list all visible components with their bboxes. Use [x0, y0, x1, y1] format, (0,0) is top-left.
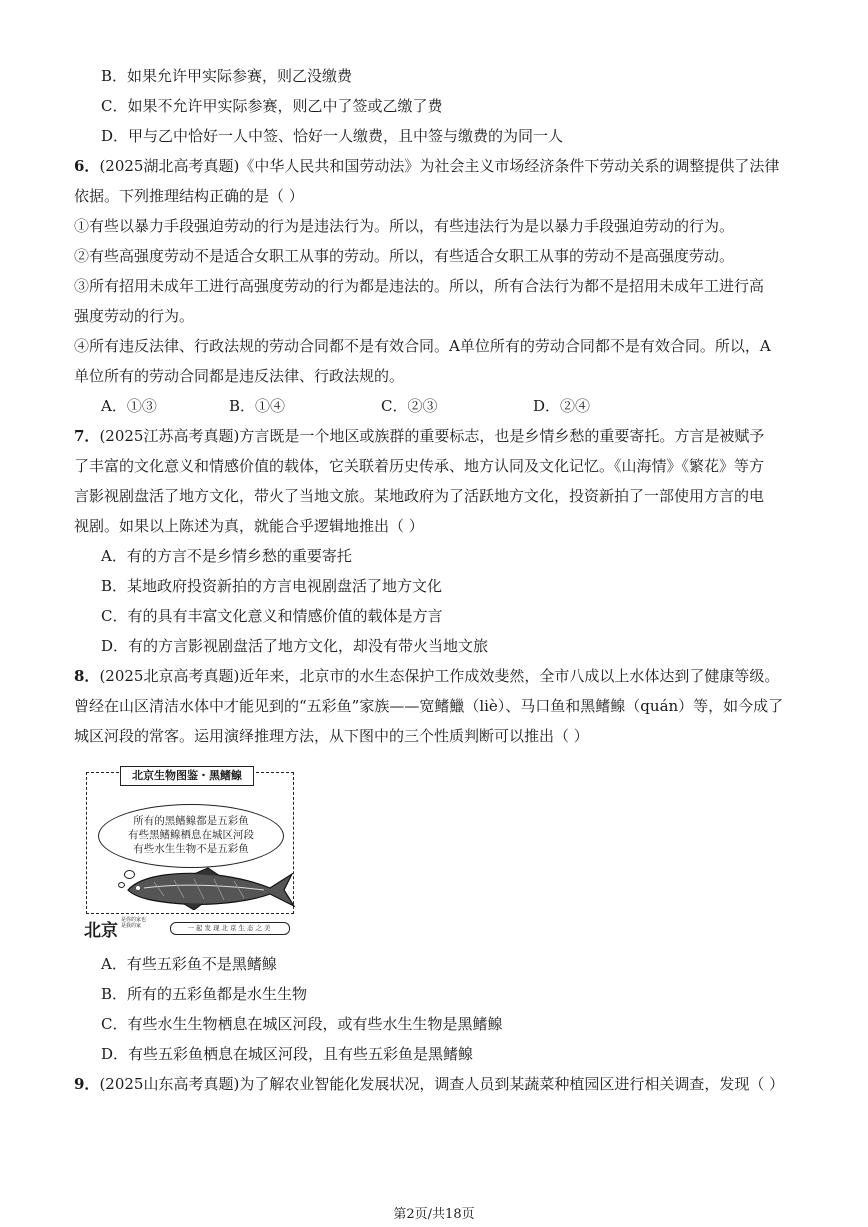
q7-option-d: D．有的方言影视剧盘活了地方文化，却没有带火当地文旅 [101, 637, 489, 655]
q6-item-1: ①有些以暴力手段强迫劳动的行为是违法行为。所以，有些违法行为是以暴力手段强迫劳动的行为。 [74, 217, 735, 235]
q7-option-c: C．有的具有丰富文化意义和情感价值的载体是方言 [101, 607, 443, 625]
q9-number: 9． [74, 1075, 100, 1093]
q8-stem-text: 近年来，北京市的水生态保护工作成效斐然，全市八成以上水体达到了健康等级。 [239, 667, 780, 685]
q6-item-2: ②有些高强度劳动不是适合女职工从事的劳动。所以，有些适合女职工从事的劳动不是高强度劳动。 [74, 247, 735, 265]
bubble-line-3: 有些水生生物不是五彩鱼 [133, 843, 249, 855]
q6-source: (2025湖北高考真题) [99, 157, 240, 175]
q8-stem-line1 [74, 666, 779, 686]
q7-source: (2025江苏高考真题) [99, 427, 240, 445]
q6-item-3: ③所有招用未成年工进行高强度劳动的行为都是违法的。所以，所有合法行为都不是招用未成年工进行高 [74, 277, 765, 295]
q7-stem-text: 方言既是一个地区或族群的重要标志，也是乡情乡愁的重要寄托。方言是被赋予 [239, 427, 765, 445]
q9-stem-text: 为了解农业智能化发展状况，调查人员到某蔬菜种植园区进行相关调查，发现（ ） [239, 1075, 785, 1093]
q8-figure [84, 770, 296, 942]
q8-stem-line3: 城区河段的常客。运用演绎推理方法，从下图中的三个性质判断可以推出（ ） [74, 727, 589, 745]
q8-stem-line2: 曾经在山区清洁水体中才能见到的“五彩鱼”家族——宽鳍鱲（liè）、马口鱼和黑鳍鳈（quán）等，如今成了 [74, 697, 784, 715]
fish-illustration [124, 866, 296, 910]
q5-option-c: C．如果不允许甲实际参赛，则乙中了签或乙缴了费 [101, 97, 443, 115]
page-footer: 第2页/共18页 [393, 1207, 475, 1222]
q9-source: (2025山东高考真题) [99, 1075, 240, 1093]
q7-number: 7． [74, 427, 100, 445]
q5-option-d: D．甲与乙中恰好一人中签、恰好一人缴费，且中签与缴费的为同一人 [101, 127, 564, 145]
q8-number: 8． [74, 667, 100, 685]
figure-banner: 一起发现北京生态之美 [170, 922, 290, 935]
q6-item-4: ④所有违反法律、行政法规的劳动合同都不是有效合同。A单位所有的劳动合同都不是有效合同。所以，A [74, 337, 771, 355]
q7-stem-line2: 了丰富的文化意义和情感价值的载体，它关联着历史传承、地方认同及文化记忆。《山海情》《繁花》等方 [74, 457, 765, 475]
q6-choice-d: D．②④ [533, 397, 591, 415]
q6-stem-line1 [74, 156, 779, 176]
q9-stem [74, 1074, 784, 1094]
q6-choice-b: B．①④ [229, 397, 286, 415]
q5-option-b: B．如果允许甲实际参赛，则乙没缴费 [101, 67, 353, 85]
q6-stem-line2: 依据。下列推理结构正确的是（ ） [74, 187, 304, 205]
q7-stem-line4: 视剧。如果以上陈述为真，就能合乎逻辑地推出（ ） [74, 517, 424, 535]
q8-option-a: A．有些五彩鱼不是黑鳍鳈 [101, 955, 277, 973]
q7-option-a: A．有的方言不是乡情乡愁的重要寄托 [101, 547, 352, 565]
q6-item-3-cont: 强度劳动的行为。 [74, 307, 195, 325]
q6-choice-a: A．①③ [101, 397, 157, 415]
q8-option-d: D．有些五彩鱼栖息在城区河段，且有些五彩鱼是黑鳍鳈 [101, 1045, 474, 1063]
q6-item-4-cont: 单位所有的劳动合同都是违反法律、行政法规的。 [74, 367, 405, 385]
q7-stem-line1 [74, 426, 764, 446]
figure-city-label: 北京 [84, 921, 118, 941]
bubble-line-2: 有些黑鳍鳈栖息在城区河段 [128, 829, 254, 841]
figure-small-text: 是你的家也是我的家 [121, 917, 147, 929]
q8-source: (2025北京高考真题) [99, 667, 240, 685]
q6-stem-text: 《中华人民共和国劳动法》为社会主义市场经济条件下劳动关系的调整提供了法律 [239, 157, 780, 175]
q8-option-b: B．所有的五彩鱼都是水生生物 [101, 985, 308, 1003]
q6-number: 6． [74, 157, 100, 175]
thought-bubble [98, 804, 284, 868]
q7-stem-line3: 言影视剧盘活了地方文化，带火了当地文旅。某地政府为了活跃地方文化，投资新拍了一部使用方言的电 [74, 487, 765, 505]
q8-option-c: C．有些水生生物栖息在城区河段，或有些水生生物是黑鳍鳈 [101, 1015, 503, 1033]
q6-choice-c: C．②③ [381, 397, 438, 415]
figure-title: 北京生物图鉴・黑鳍鳈 [120, 766, 254, 786]
bubble-line-1: 所有的黑鳍鳈都是五彩鱼 [133, 815, 249, 827]
q7-option-b: B．某地政府投资新拍的方言电视剧盘活了地方文化 [101, 577, 443, 595]
